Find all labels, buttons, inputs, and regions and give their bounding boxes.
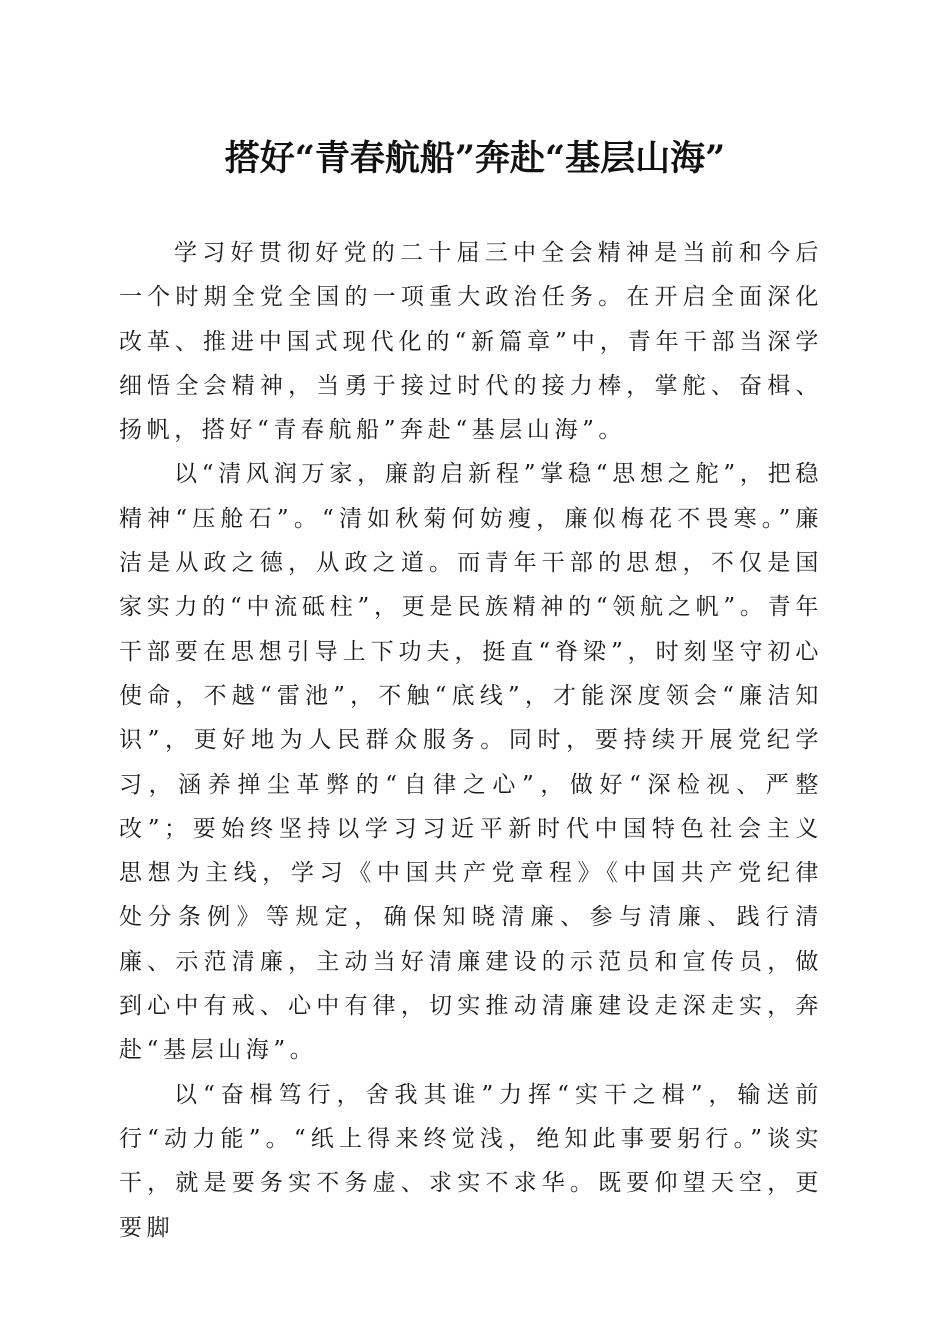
document-body bbox=[119, 231, 823, 1250]
document-title: 搭好“青春航船”奔赴“基层山海” bbox=[224, 138, 726, 179]
paragraph-thought-rudder: 以“清风润万家，廉韵启新程”掌稳“思想之舵”，把稳精神“压舱石”。“清如秋菊何妨瘦，廉似梅花不畏寒。”廉洁是从政之德，从政之道。而青年干部的思想，不仅是国家实力的“中流砥柱”，更是民族精神的“领航之帆”。青年干部要在思想引导上下功夫，挺直“脊梁”，时刻坚守初心使命，不越“雷池”，不触“底线”，才能深度领会“廉洁知识”，更好地为人民群众服务。同时，要持续开展党纪学习，涵养掸尘革弊的“自律之心”，做好“深检视、严整改”；要始终坚持以学习习近平新时代中国特色社会主义思想为主线，学习《中国共产党章程》《中国共产党纪律处分条例》等规定，确保知晓清廉、参与清廉、践行清廉、示范清廉，主动当好清廉建设的示范员和宣传员，做到心中有戒、心中有律，切实推动清廉建设走深走实，奔赴“基层山海”。 bbox=[119, 461, 823, 1064]
paragraph-intro: 学习好贯彻好党的二十届三中全会精神是当前和今后一个时期全党全国的一项重大政治任务。在开启全面深化改革、推进中国式现代化的“新篇章”中，青年干部当深学细悟全会精神，当勇于接过时代的接力棒，掌舵、奋楫、扬帆，搭好“青春航船”奔赴“基层山海”。 bbox=[119, 240, 823, 444]
paragraph-action-oar: 以“奋楫笃行，舍我其谁”力挥“实干之楫”，输送前行“动力能”。“纸上得来终觉浅，绝知此事要躬行。”谈实干，就是要务实不务虚、求实不求华。既要仰望天空，更要脚 bbox=[119, 1081, 823, 1241]
